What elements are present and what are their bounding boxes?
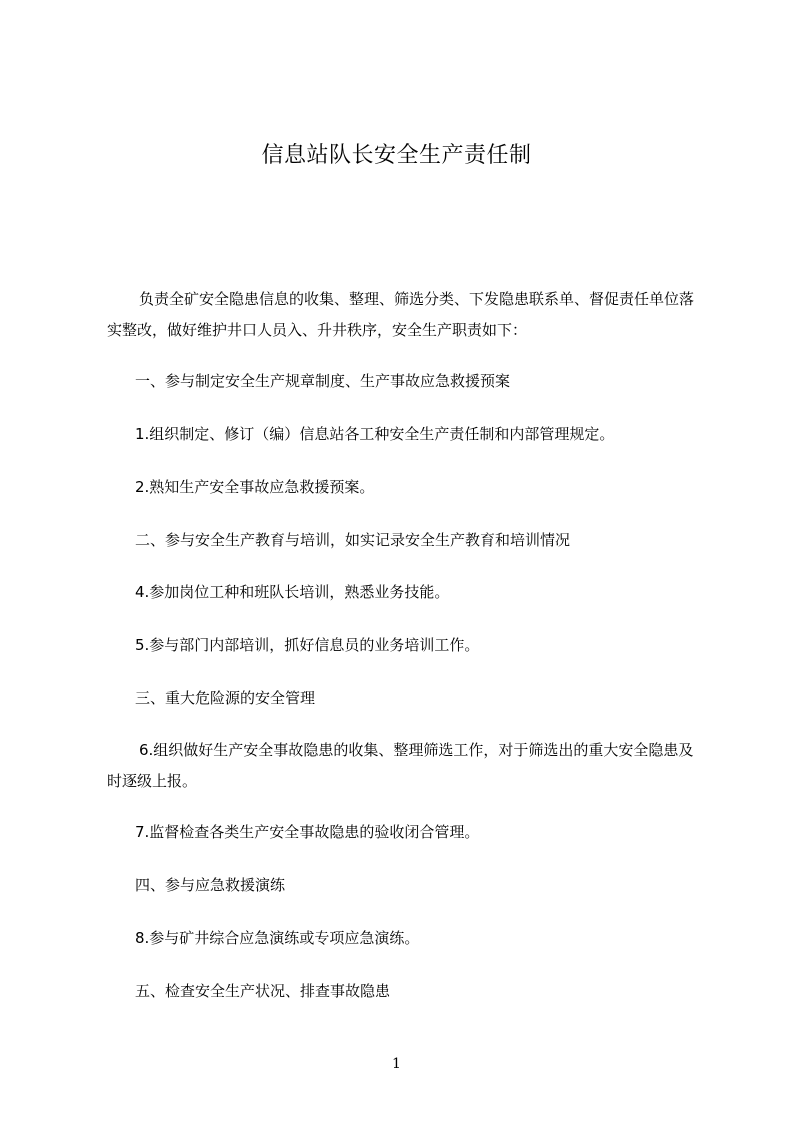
intro-paragraph: 负责全矿安全隐患信息的收集、整理、筛选分类、下发隐患联系单、督促责任单位落实整改，做好维护井口人员入、升井秩序，安全生产职责如下：	[107, 290, 695, 339]
list-item: 6.组织做好生产安全事故隐患的收集、整理筛选工作，对于筛选出的重大安全隐患及时逐级上报。	[107, 741, 694, 790]
list-item: 5.参与部门内部培训，抓好信息员的业务培训工作。	[135, 636, 480, 654]
section-heading-3: 三、重大危险源的安全管理	[135, 689, 316, 707]
list-item: 8.参与矿井综合应急演练或专项应急演练。	[135, 929, 420, 947]
section-heading-4: 四、参与应急救援演练	[135, 876, 286, 894]
list-item: 7.监督检查各类生产安全事故隐患的验收闭合管理。	[135, 823, 480, 841]
list-item: 1.组织制定、修订（编）信息站各工种安全生产责任制和内部管理规定。	[135, 425, 615, 443]
section-heading-5: 五、检查安全生产状况、排查事故隐患	[135, 982, 391, 1000]
section-heading-2: 二、参与安全生产教育与培训，如实记录安全生产教育和培训情况	[135, 531, 571, 549]
list-item: 2.熟知生产安全事故应急救援预案。	[135, 478, 375, 496]
list-item: 4.参加岗位工种和班队长培训，熟悉业务技能。	[135, 583, 450, 601]
section-heading-1: 一、参与制定安全生产规章制度、生产事故应急救援预案	[135, 372, 511, 390]
document-title: 信息站队长安全生产责任制	[261, 143, 532, 168]
page-number: 1	[392, 1056, 401, 1072]
